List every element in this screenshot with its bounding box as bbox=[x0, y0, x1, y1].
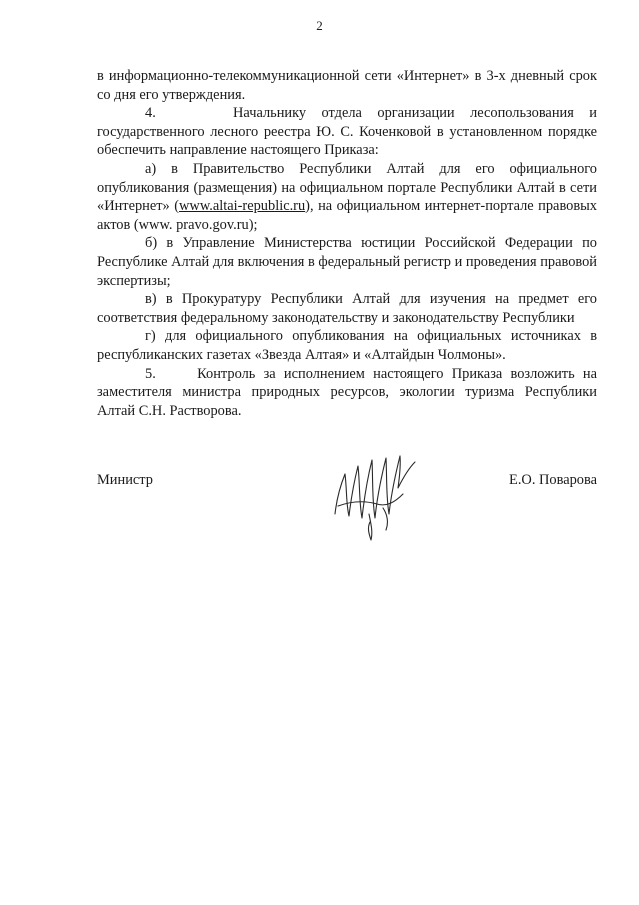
document-body bbox=[97, 67, 597, 420]
altai-republic-link[interactable]: www.altai-republic.ru bbox=[179, 198, 306, 215]
signature-block bbox=[97, 472, 597, 562]
paragraph-item-4d: г) для официального опубликования на официальных источниках в республиканских газетах «Звезда Алтая» и «Алтайдын Чолмоны». bbox=[97, 328, 597, 363]
paragraph-item-4a bbox=[97, 160, 597, 234]
paragraph-item-4b: б) в Управление Министерства юстиции Российской Федерации по Республике Алтай для включения в федеральный регистр и проведения правовой экспертизы; bbox=[97, 235, 597, 289]
paragraph-item-4c: в) в Прокуратуру Республики Алтай для изучения на предмет его соответствия федеральному законодательству и законодательству Республики bbox=[97, 291, 597, 326]
paragraph-item-5: 5. Контроль за исполнением настоящего Приказа возложить на заместителя министра природных ресурсов, экологии туризма Республики Алтай С.Н. Растворова. bbox=[97, 365, 597, 419]
paragraph-item-4a-text-end: ), на официальном интернет-портале правовых актов (www. pravo.gov.ru); bbox=[97, 198, 597, 233]
paragraph-continuation: в информационно-телекоммуникационной сети «Интернет» в 3-х дневный срок со дня его утверждения. bbox=[97, 68, 597, 103]
page-number: 2 bbox=[316, 18, 323, 33]
paragraph-item-4a-text-start: а) в Правительство Республики Алтай для его официального опубликования (размещения) на официальном портале Республики Алтай в сети «Интернет» ( bbox=[97, 160, 597, 215]
paragraph-item-4: 4. Начальнику отдела организации лесопользования и государственного лесного реестра Ю. С. Коченковой в установленном порядке обеспечить направление настоящего Приказа: bbox=[97, 105, 597, 159]
signatory-name: Е.О. Поварова bbox=[509, 472, 597, 488]
handwritten-signature bbox=[329, 444, 424, 544]
signatory-title: Министр bbox=[97, 472, 153, 488]
